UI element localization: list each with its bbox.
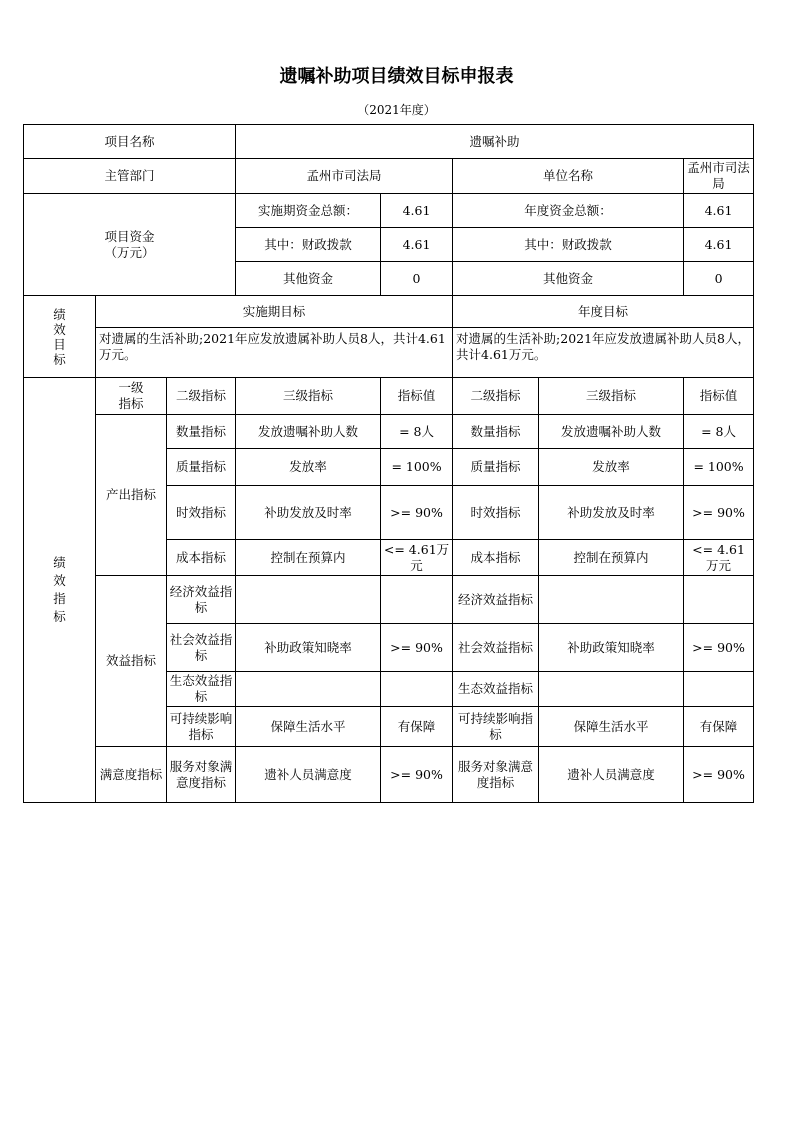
- level3-header: 三级指标: [236, 378, 381, 415]
- satisfaction-group-label: 满意度指标: [96, 747, 167, 803]
- department-row: [24, 159, 754, 194]
- annual-level3-header: 三级指标: [539, 378, 684, 415]
- annual-value-cell: [684, 672, 754, 707]
- level3-cell: 发放率: [236, 449, 381, 486]
- level2-cell: 服务对象满意度指标: [167, 747, 236, 803]
- annual-level2-cell: 时效指标: [453, 486, 539, 540]
- table-row: [24, 415, 754, 449]
- annual-value-cell: = 8人: [684, 415, 754, 449]
- value-header: 指标值: [381, 378, 453, 415]
- level2-cell: 生态效益指标: [167, 672, 236, 707]
- value-cell: >= 90%: [381, 486, 453, 540]
- value-cell: >= 90%: [381, 747, 453, 803]
- impl-goal-header: 实施期目标: [96, 296, 453, 328]
- value-cell: <= 4.61万元: [381, 540, 453, 576]
- unit-name-label: 单位名称: [453, 159, 684, 194]
- goals-content-row: [24, 328, 754, 378]
- department-label: 主管部门: [24, 159, 236, 194]
- annual-level2-cell: 服务对象满意度指标: [453, 747, 539, 803]
- annual-fiscal-value: 4.61: [684, 228, 754, 262]
- level1-header: 一级 指标: [96, 378, 167, 415]
- annual-level3-cell: 遗补人员满意度: [539, 747, 684, 803]
- annual-level3-cell: 控制在预算内: [539, 540, 684, 576]
- page-subtitle: （2021年度）: [357, 103, 436, 117]
- funds-total-row: [24, 194, 754, 228]
- value-cell: 有保障: [381, 707, 453, 747]
- annual-value-cell: >= 90%: [684, 747, 754, 803]
- project-name-value: 遗嘱补助: [236, 125, 754, 159]
- impl-fiscal-label: 其中：财政拨款: [236, 228, 381, 262]
- annual-total-value: 4.61: [684, 194, 754, 228]
- level3-cell: 保障生活水平: [236, 707, 381, 747]
- annual-other-value: 0: [684, 262, 754, 296]
- impl-total-value: 4.61: [381, 194, 453, 228]
- annual-value-header: 指标值: [684, 378, 754, 415]
- value-cell: [381, 672, 453, 707]
- benefit-group-label: 效益指标: [96, 576, 167, 747]
- annual-level2-cell: 数量指标: [453, 415, 539, 449]
- project-name-row: [24, 125, 754, 159]
- table-row: [24, 747, 754, 803]
- level2-cell: 时效指标: [167, 486, 236, 540]
- value-cell: = 8人: [381, 415, 453, 449]
- annual-level3-cell: 补助政策知晓率: [539, 624, 684, 672]
- department-value: 孟州市司法局: [236, 159, 453, 194]
- annual-level2-cell: 社会效益指标: [453, 624, 539, 672]
- level3-cell: 补助发放及时率: [236, 486, 381, 540]
- annual-level3-cell: 保障生活水平: [539, 707, 684, 747]
- level2-cell: 社会效益指标: [167, 624, 236, 672]
- level3-cell: [236, 672, 381, 707]
- indicators-label: 绩 效 指 标: [24, 378, 96, 803]
- goals-label: 绩 效 目 标: [24, 296, 96, 378]
- page-title: 遗嘱补助项目绩效目标申报表: [279, 66, 514, 87]
- level2-cell: 经济效益指标: [167, 576, 236, 624]
- annual-level2-cell: 经济效益指标: [453, 576, 539, 624]
- level2-cell: 成本指标: [167, 540, 236, 576]
- value-cell: >= 90%: [381, 624, 453, 672]
- impl-goal-text: 对遗属的生活补助;2021年应发放遗属补助人员8人，共计4.61万元。: [96, 328, 453, 378]
- annual-value-cell: >= 90%: [684, 624, 754, 672]
- annual-level3-cell: 发放率: [539, 449, 684, 486]
- output-group-label: 产出指标: [96, 415, 167, 576]
- level3-cell: 发放遗嘱补助人数: [236, 415, 381, 449]
- annual-value-cell: = 100%: [684, 449, 754, 486]
- indicators-header-row: [24, 378, 754, 415]
- level2-header: 二级指标: [167, 378, 236, 415]
- funds-label: 项目资金 （万元）: [24, 194, 236, 296]
- annual-total-label: 年度资金总额：: [453, 194, 684, 228]
- level3-cell: 遗补人员满意度: [236, 747, 381, 803]
- impl-fiscal-value: 4.61: [381, 228, 453, 262]
- annual-level2-cell: 成本指标: [453, 540, 539, 576]
- annual-level3-cell: 补助发放及时率: [539, 486, 684, 540]
- annual-level2-cell: 可持续影响指标: [453, 707, 539, 747]
- annual-level3-cell: [539, 672, 684, 707]
- unit-name-value: 孟州市司法局: [684, 159, 754, 194]
- annual-goal-text: 对遗属的生活补助;2021年应发放遗属补助人员8人，共计4.61万元。: [453, 328, 754, 378]
- level2-cell: 可持续影响指标: [167, 707, 236, 747]
- level3-cell: 控制在预算内: [236, 540, 381, 576]
- table-row: [24, 576, 754, 624]
- application-table: [23, 124, 754, 803]
- annual-goal-header: 年度目标: [453, 296, 754, 328]
- annual-level2-header: 二级指标: [453, 378, 539, 415]
- annual-value-cell: [684, 576, 754, 624]
- annual-other-label: 其他资金: [453, 262, 684, 296]
- project-name-label: 项目名称: [24, 125, 236, 159]
- level3-cell: 补助政策知晓率: [236, 624, 381, 672]
- value-cell: = 100%: [381, 449, 453, 486]
- annual-value-cell: 有保障: [684, 707, 754, 747]
- annual-level2-cell: 生态效益指标: [453, 672, 539, 707]
- annual-level2-cell: 质量指标: [453, 449, 539, 486]
- impl-other-value: 0: [381, 262, 453, 296]
- annual-level3-cell: [539, 576, 684, 624]
- level2-cell: 数量指标: [167, 415, 236, 449]
- impl-total-label: 实施期资金总额：: [236, 194, 381, 228]
- value-cell: [381, 576, 453, 624]
- level2-cell: 质量指标: [167, 449, 236, 486]
- goals-header-row: [24, 296, 754, 328]
- impl-other-label: 其他资金: [236, 262, 381, 296]
- annual-level3-cell: 发放遗嘱补助人数: [539, 415, 684, 449]
- annual-value-cell: <= 4.61万元: [684, 540, 754, 576]
- annual-value-cell: >= 90%: [684, 486, 754, 540]
- annual-fiscal-label: 其中：财政拨款: [453, 228, 684, 262]
- level3-cell: [236, 576, 381, 624]
